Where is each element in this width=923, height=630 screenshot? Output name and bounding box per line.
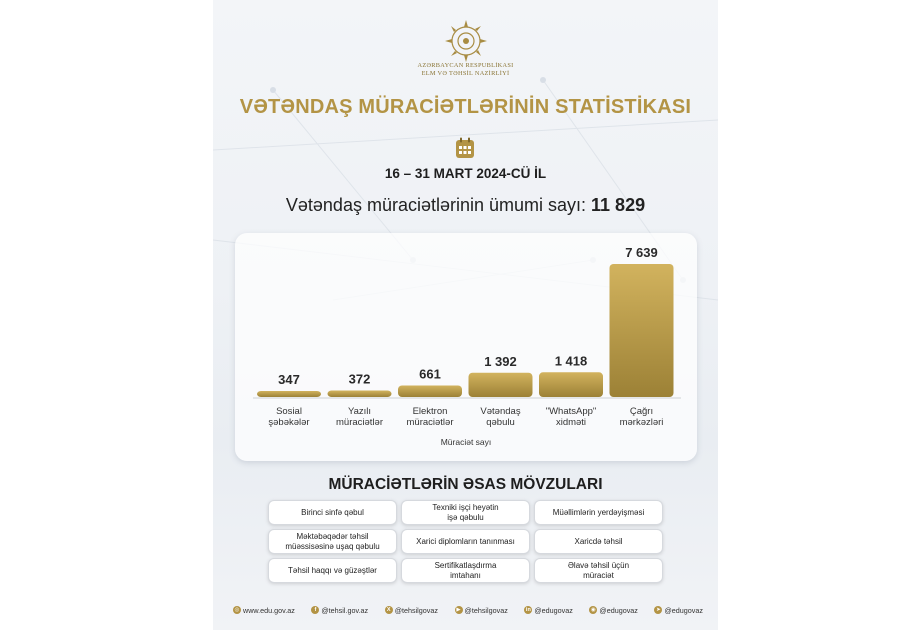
topic-preschool-admission: Məktəbəqədər təhsil müəssisəsinə uşaq qəbulu	[268, 529, 397, 554]
topic-tuition-discounts: Təhsil haqqı və güzəştlər	[268, 558, 397, 583]
ministry-name-line1: AZƏRBAYCAN RESPUBLİKASI	[417, 62, 514, 69]
bar-5	[610, 264, 674, 397]
infographic-poster	[213, 0, 718, 630]
topic-technical-staff: Texniki işçi heyətin işə qəbulu	[401, 500, 530, 525]
bar-value-label-1: 372	[348, 371, 371, 387]
bar-2	[398, 385, 462, 397]
bar-value-label-3: 1 392	[484, 353, 517, 369]
bar-value-label-5: 7 639	[625, 245, 658, 260]
category-label-5-0: Çağrı	[629, 406, 654, 417]
category-label-3-1: qəbulu	[486, 417, 515, 428]
web-icon: ◎	[234, 607, 240, 613]
x-axis-title: Müraciət sayı	[440, 437, 492, 447]
facebook-icon: f	[311, 606, 319, 614]
category-label-4-0: "WhatsApp"	[545, 406, 597, 417]
footer-item-x[interactable]	[385, 606, 438, 615]
footer-item-youtube[interactable]	[455, 606, 508, 615]
topic-diploma-recognition: Xarici diplomların tanınması	[401, 529, 530, 554]
footer-item-web[interactable]	[233, 606, 295, 615]
chart-card	[235, 233, 697, 461]
category-label-0-1: şəbəkələr	[268, 417, 310, 428]
bar-4	[539, 372, 603, 397]
topic-study-abroad: Xaricdə təhsil	[534, 529, 663, 554]
category-label-1-0: Yazılı	[347, 406, 372, 417]
footer-link-text: @tehsil.gov.az	[321, 605, 369, 615]
total-label: Vətəndaş müraciətlərinin ümumi sayı:	[285, 195, 592, 215]
total-applications	[213, 195, 718, 216]
total-value: 11 829	[591, 195, 646, 215]
linkedin-icon: in	[525, 607, 531, 613]
footer-link-text: @edugovaz	[534, 605, 573, 615]
category-label-2-0: Elektron	[412, 406, 448, 417]
category-label-5-1: mərkəzləri	[619, 417, 664, 428]
bar-0	[257, 391, 321, 397]
footer-link-text: www.edu.gov.az	[243, 605, 295, 615]
report-period: 16 – 31 MART 2024-CÜ İL	[384, 166, 547, 181]
calendar-icon	[455, 137, 475, 159]
topics-title: MÜRACİƏTLƏRİN ƏSAS MÖVZULARI	[328, 476, 603, 493]
footer-link-text: @tehsilgovaz	[464, 605, 508, 615]
x-icon: X	[385, 606, 393, 614]
footer-link-text: @edugovaz	[599, 605, 638, 615]
footer-item-facebook[interactable]	[311, 606, 368, 615]
topic-certification-exam: Sertifikatlaşdırma imtahanı	[401, 558, 530, 583]
topic-first-grade-admission: Birinci sinfə qəbul	[268, 500, 397, 525]
footer-link-text: @edugovaz	[664, 605, 703, 615]
footer-item-linkedin[interactable]	[524, 606, 572, 615]
youtube-icon: ▶	[456, 607, 461, 613]
category-label-0-0: Sosial	[276, 406, 302, 417]
ministry-emblem-icon	[443, 18, 489, 64]
category-label-1-1: müraciətlər	[336, 417, 383, 428]
topic-additional-education: Əlavə təhsil üçün müraciət	[534, 558, 663, 583]
footer-item-telegram[interactable]	[654, 606, 702, 615]
footer-link-text: @tehsilgovaz	[394, 605, 438, 615]
footer-social-links	[233, 603, 703, 617]
footer-item-instagram[interactable]	[589, 606, 637, 615]
category-label-4-1: xidməti	[555, 417, 587, 428]
bar-value-label-0: 347	[278, 371, 300, 387]
bar-1	[328, 391, 392, 397]
bar-3	[469, 373, 533, 397]
ministry-name-line2: ELM VƏ TƏHSİL NAZİRLİYİ	[421, 70, 510, 77]
page-title: VƏTƏNDAŞ MÜRACİƏTLƏRİNİN STATİSTİKASI	[239, 96, 692, 118]
bar-value-label-4: 1 418	[554, 353, 588, 369]
topic-teacher-transfer: Müəllimlərin yerdəyişməsi	[534, 500, 663, 525]
category-label-2-1: müraciətlər	[406, 417, 454, 428]
telegram-icon: ➤	[656, 607, 661, 613]
bar-value-label-2: 661	[419, 366, 441, 382]
instagram-icon: ◉	[591, 607, 596, 613]
bar-chart	[235, 233, 697, 461]
category-label-3-0: Vətəndaş	[480, 406, 521, 417]
